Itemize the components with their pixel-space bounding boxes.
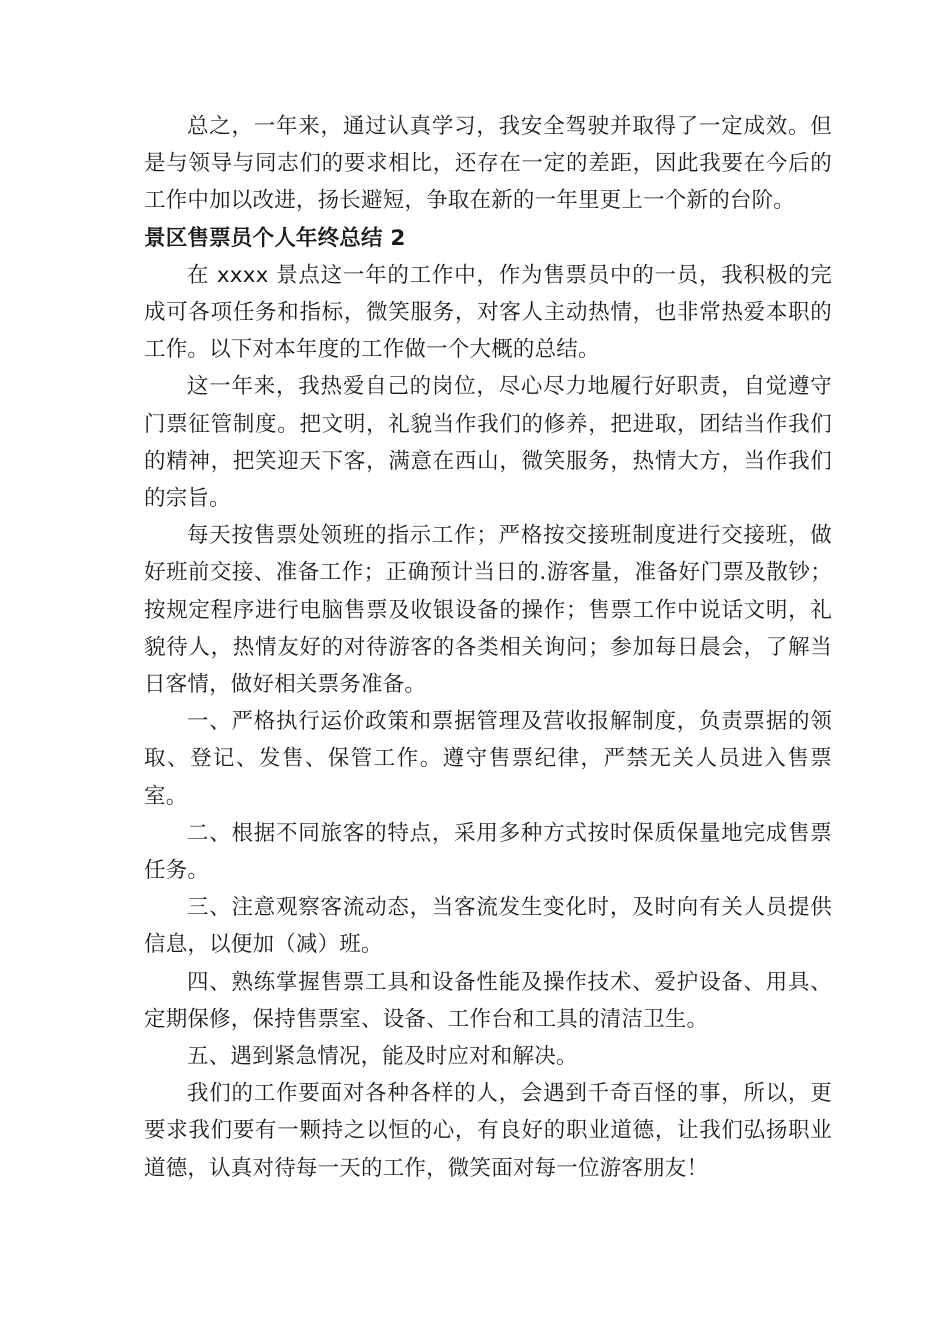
section-title: 景区售票员个人年终总结 2 bbox=[144, 225, 406, 251]
body-paragraph: 我们的工作要面对各种各样的人，会遇到千奇百怪的事，所以，更要求我们要有一颗持之以恒的心，有良好的职业道德，让我们弘扬职业道德，认真对待每一天的工作，微笑面对每一位游客朋友！ bbox=[144, 1081, 832, 1181]
body-paragraph: 二、根据不同旅客的特点，采用多种方式按时保质保量地完成售票任务。 bbox=[144, 820, 832, 884]
body-paragraph: 每天按售票处领班的指示工作；严格按交接班制度进行交接班，做好班前交接、准备工作；正确预计当日的.游客量，准备好门票及散钞；按规定程序进行电脑售票及收银设备的操作；售票工作中说话文明，礼貌待人，热情友好的对待游客的各类相关询问；参加每日晨会，了解当日客情，做好相关票务准备。 bbox=[144, 523, 832, 698]
body-paragraph: 四、熟练掌握售票工具和设备性能及操作技术、爱护设备、用具、定期保修，保持售票室、设备、工作台和工具的清洁卫生。 bbox=[144, 969, 832, 1032]
body-paragraph: 这一年来，我热爱自己的岗位，尽心尽力地履行好职责，自觉遵守门票征管制度。把文明，礼貌当作我们的修养，把进取，团结当作我们的精神，把笑迎天下客，满意在西山，微笑服务，热情大方，当作我们的宗旨。 bbox=[144, 374, 832, 512]
document-body bbox=[144, 108, 832, 1187]
body-paragraph: 五、遇到紧急情况，能及时应对和解决。 bbox=[187, 1044, 578, 1070]
body-paragraph: 三、注意观察客流动态，当客流发生变化时，及时向有关人员提供信息，以便加（减）班。 bbox=[144, 895, 832, 958]
body-paragraph: 在 xxxx 景点这一年的工作中，作为售票员中的一员，我积极的完成可各项任务和指标，微笑服务，对客人主动热情，也非常热爱本职的工作。以下对本年度的工作做一个大概的总结。 bbox=[144, 262, 832, 363]
body-paragraph: 一、严格执行运价政策和票据管理及营收报解制度，负责票据的领取、登记、发售、保管工作。遵守售票纪律，严禁无关人员进入售票室。 bbox=[144, 709, 832, 809]
intro-paragraph: 总之，一年来，通过认真学习，我安全驾驶并取得了一定成效。但是与领导与同志们的要求相比，还存在一定的差距，因此我要在今后的工作中加以改进，扬长避短，争取在新的一年里更上一个新的台阶。 bbox=[144, 114, 832, 214]
